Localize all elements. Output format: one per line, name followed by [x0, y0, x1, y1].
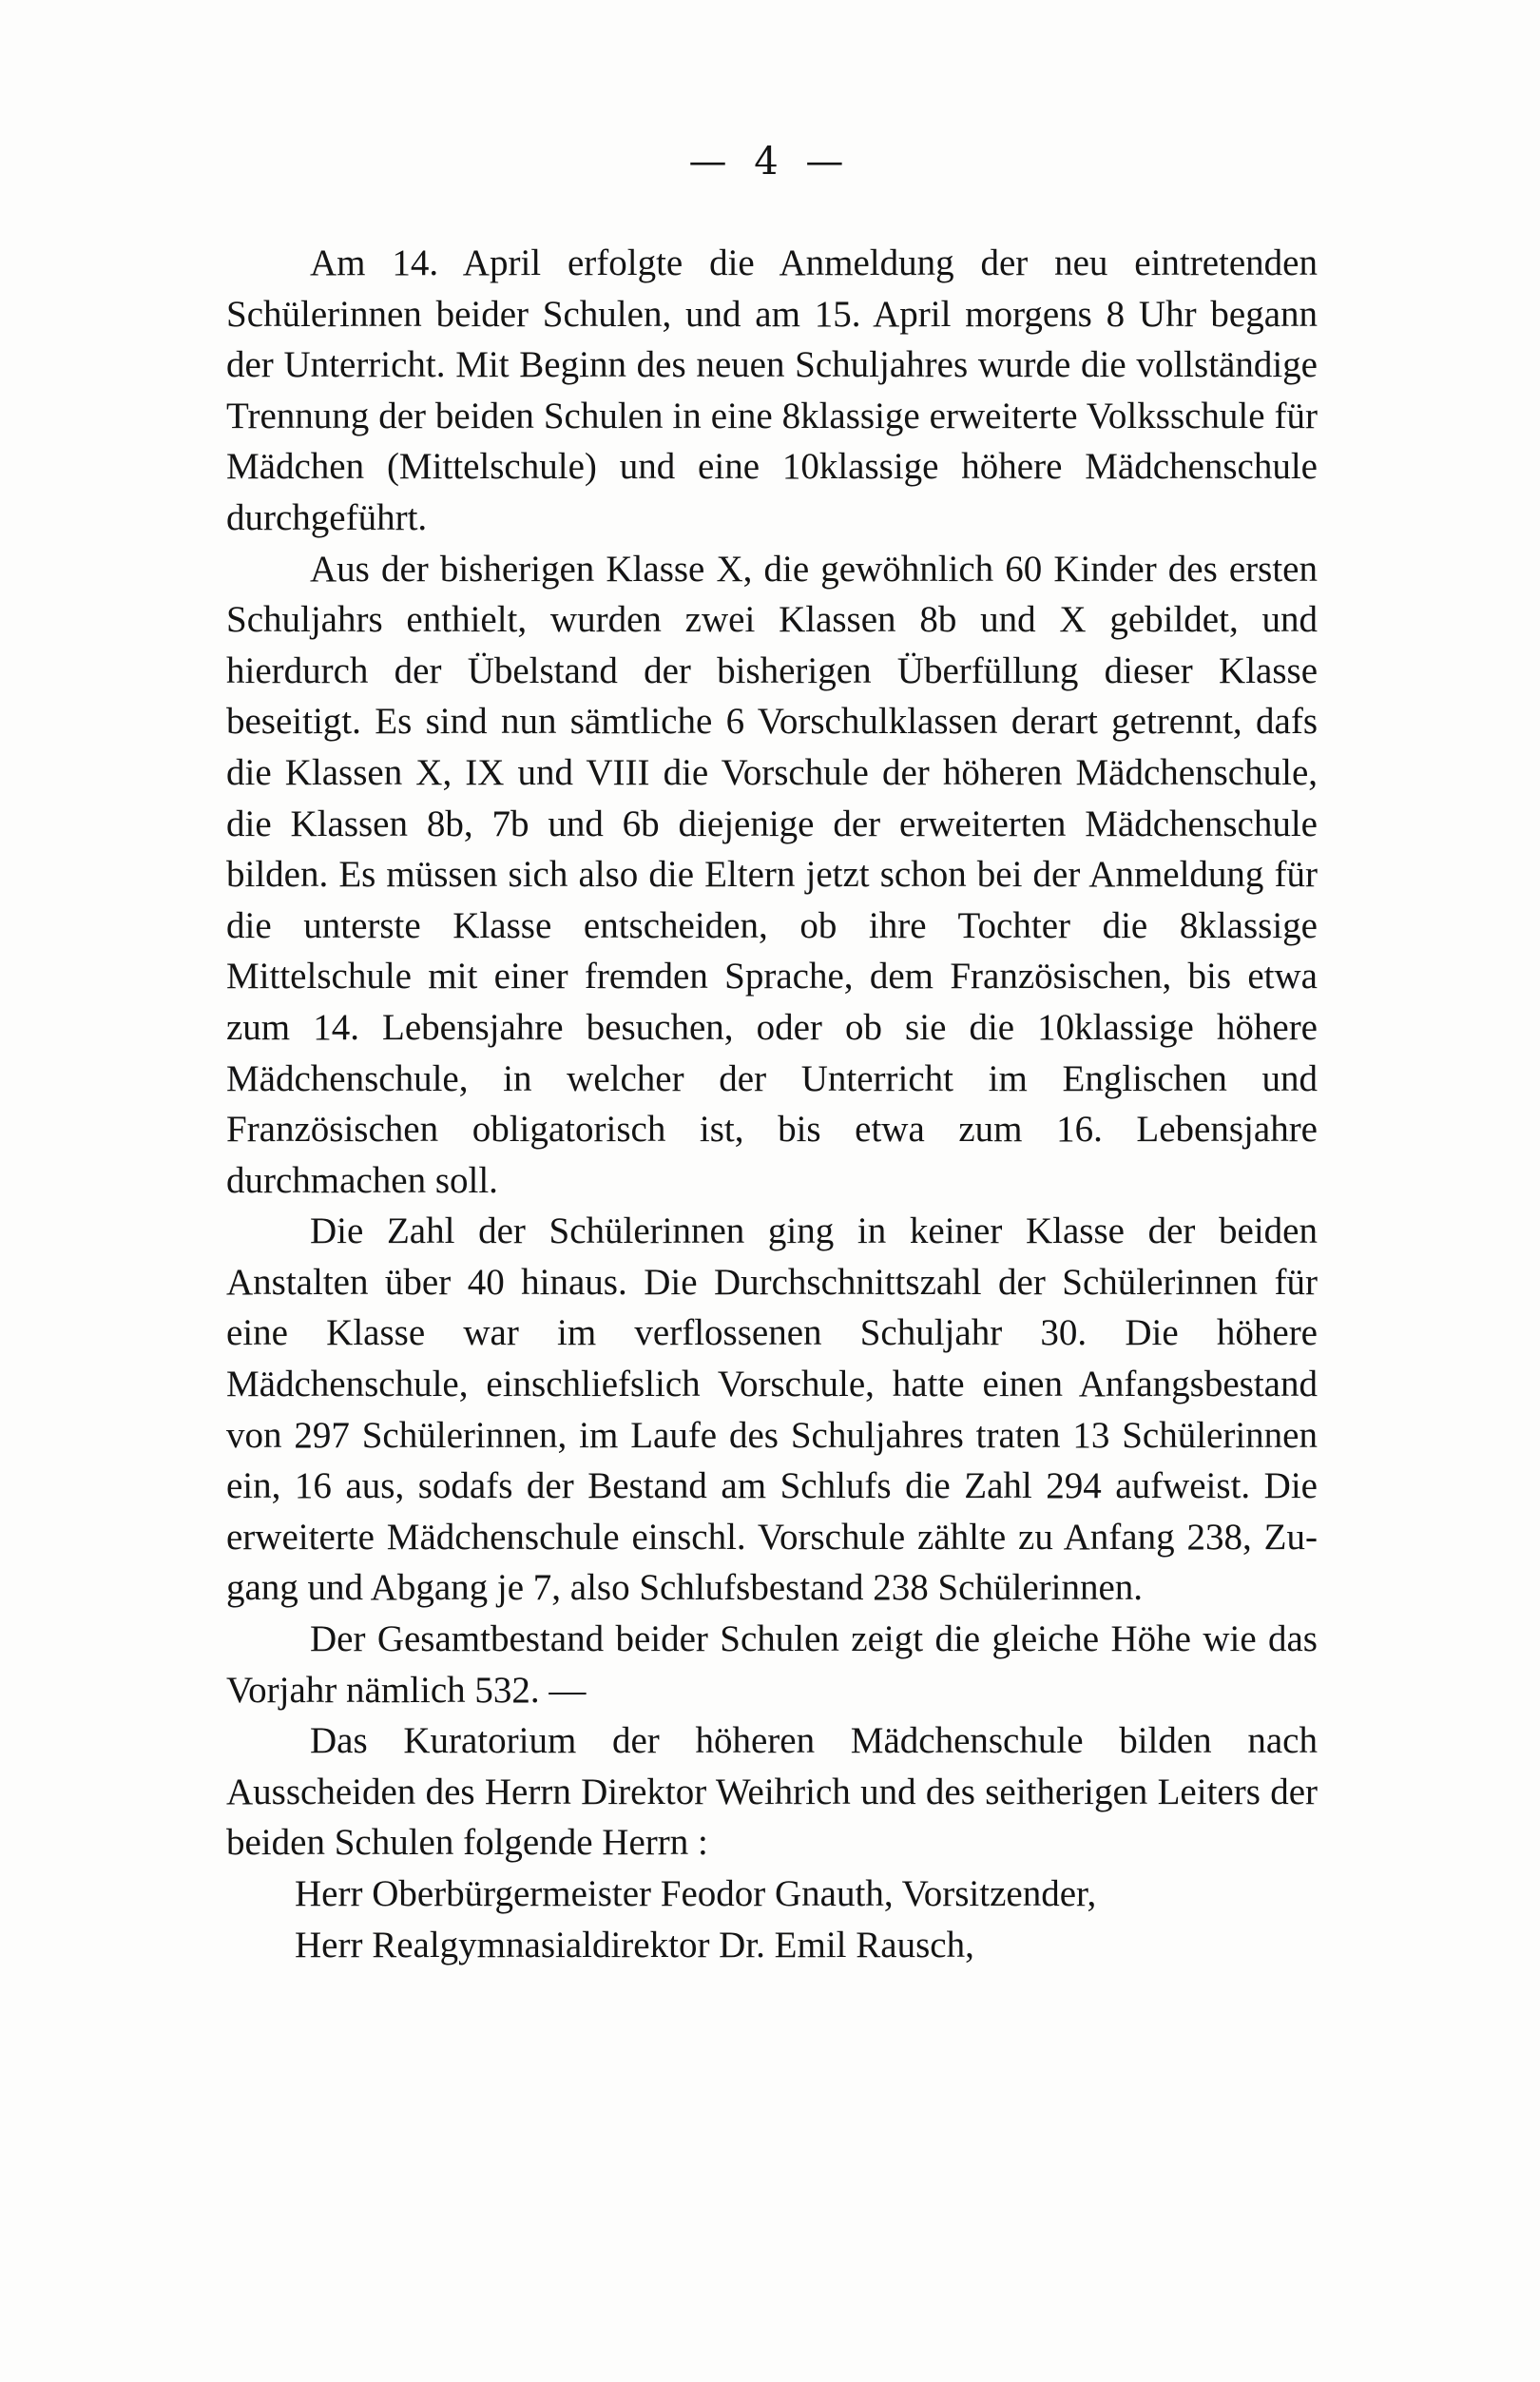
paragraph-total: Der Gesamtbestand beider Schulen zeigt die gleiche Höhe wie das Vorjahr nämlich 532. —: [226, 1618, 1318, 1711]
paragraph-board: Das Kuratorium der höheren Mädchenschule bilden nach Ausscheiden des Herrn Direktor Weihrich und des seitherigen Leiters der beiden Schulen folgende Herrn :: [226, 1720, 1318, 1864]
paragraph-student-numbers: Die Zahl der Schülerinnen ging in keiner Klasse der beiden Anstalten über 40 hinaus. Die Durchschnittszahl der Schülerinnen für eine Klasse war im verflossenen Schuljahr 30. Die höhere Mädchenschule, einschliefslich Vorschule, hatte einen Anfangsbestand von 297 Schülerinnen, im Laufe des Schuljahres traten 13 Schülerinnen ein, 16 aus, sodafs der Bestand am Schlufs die Zahl 294 aufweist. Die erweiterte Mädchenschule einschl. Vorschule zählte zu Anfang 238, Zugang und Abgang je 7, also Schlufsbestand 238 Schülerinnen.: [226, 1210, 1318, 1609]
paragraph-class-division: Aus der bisherigen Klasse X, die gewöhnlich 60 Kinder des ersten Schuljahrs enthielt, wurden zwei Klassen 8b und X gebildet, und hierdurch der Übelstand der bisherigen Überfüllung dieser Klasse beseitigt. Es sind nun sämtliche 6 Vorschulklassen derart getrennt, dafs die Klassen X, IX und VIII die Vorschule der höheren Mädchenschule, die Klassen 8b, 7b und 6b diejenige der erweiterten Mädchenschule bilden. Es müssen sich also die Eltern jetzt schon bei der Anmeldung für die unterste Klasse entscheiden, ob ihre Tochter die 8klassige Mittelschule mit einer fremden Sprache, dem Französischen, bis etwa zum 14. Lebensjahre besuchen, oder ob sie die 10klassige höhere Mädchenschule, in welcher der Unterricht im Englischen und Französischen obligatorisch ist, bis etwa zum 16. Lebensjahre durchmachen soll.: [226, 548, 1318, 1201]
body-text: [226, 238, 1318, 1970]
paragraph-enrollment: Am 14. April erfolgte die Anmeldung der neu eintretenden Schülerinnen beider Schulen, und am 15. April morgens 8 Uhr begann der Unterricht. Mit Beginn des neuen Schuljahres wurde die vollständige Trennung der beiden Schulen in eine 8klassige erweiterte Volksschule für Mädchen (Mittelschule) und eine 10klassige höhere Mädchenschule durchgeführt.: [226, 242, 1318, 538]
signatory-line: Herr Oberbürgermeister Feodor Gnauth, Vorsitzender,: [295, 1873, 1097, 1914]
page-number: — 4 —: [688, 140, 852, 184]
signatory-line: Herr Realgymnasialdirektor Dr. Emil Rausch,: [295, 1924, 974, 1966]
